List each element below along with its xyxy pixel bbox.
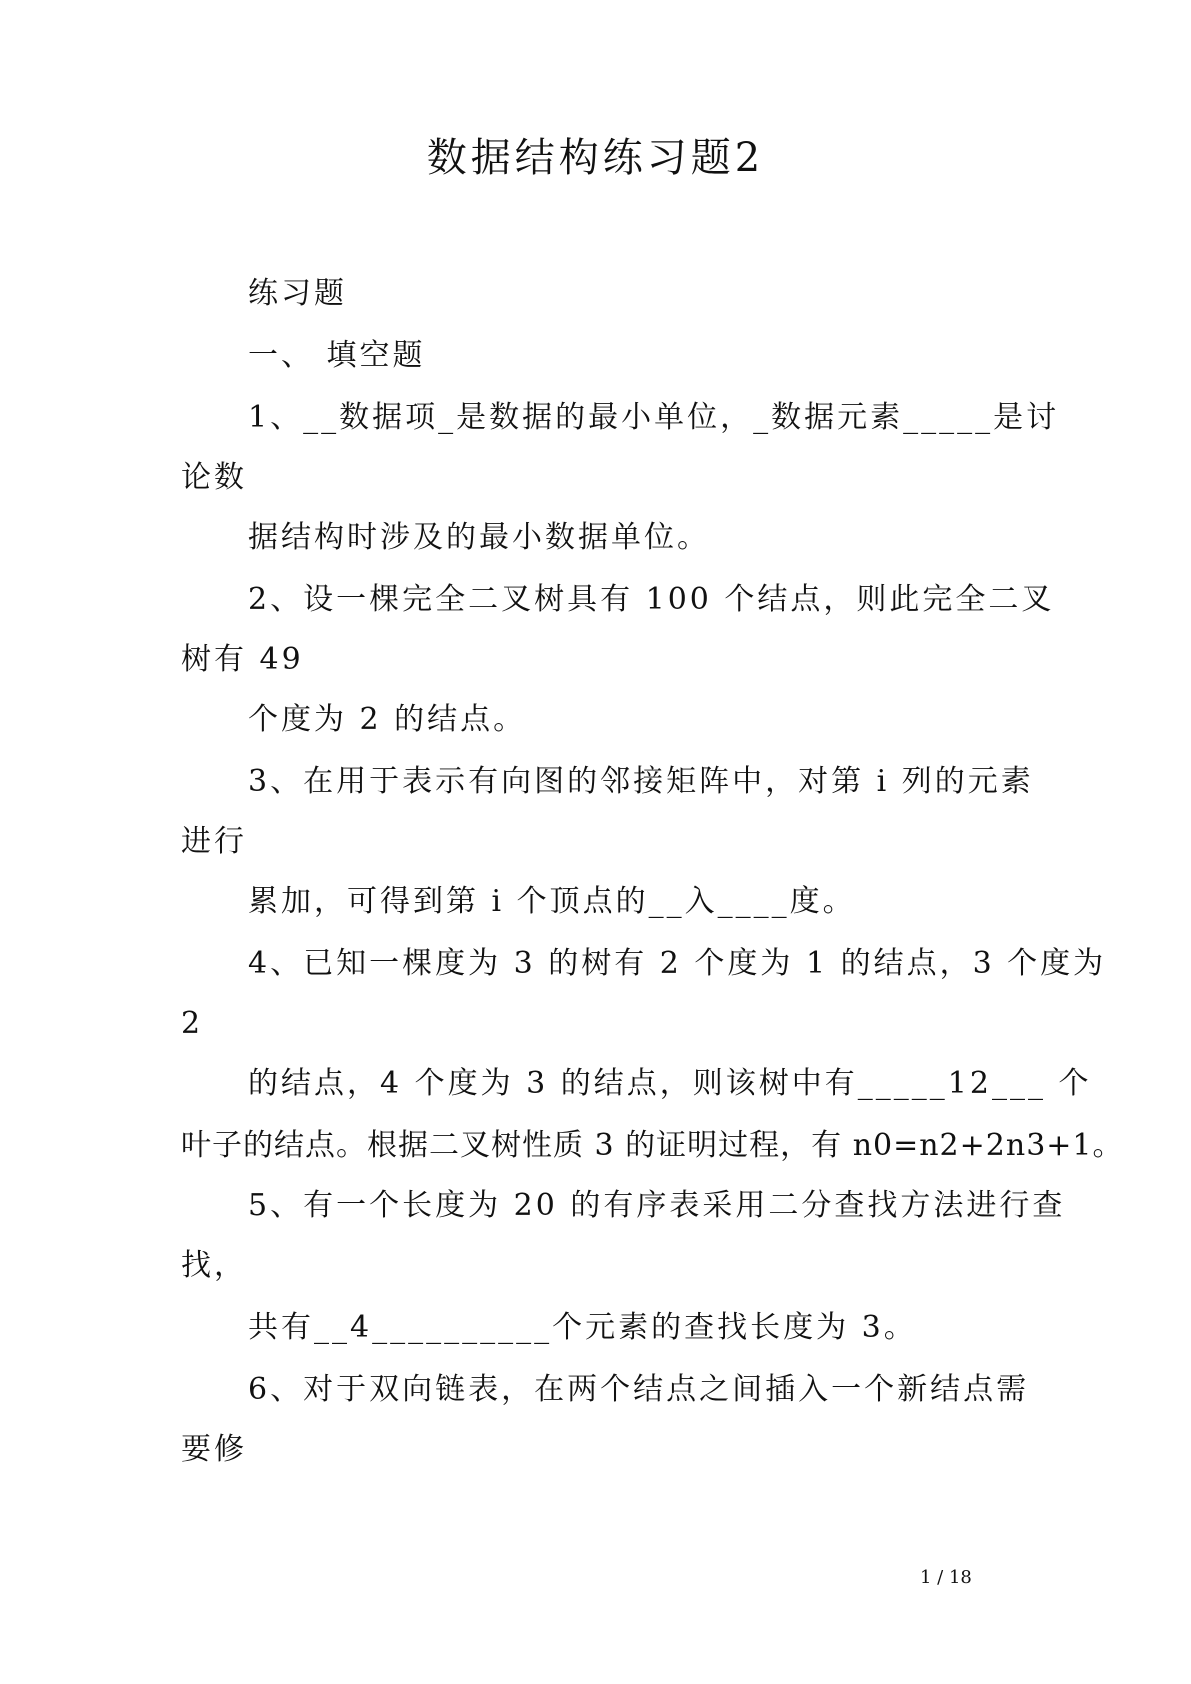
question-3-line-2: 进行 [181, 824, 247, 859]
question-4-line-2: 2 [181, 1006, 204, 1041]
question-2-line-3: 个度为 2 的结点。 [248, 702, 527, 737]
question-6-line-2: 要修 [181, 1432, 247, 1467]
question-5-line-1: 5、有一个长度为 20 的有序表采用二分查找方法进行查 [248, 1188, 1066, 1223]
question-5-line-3: 共有__4__________个元素的查找长度为 3。 [248, 1310, 917, 1345]
section-subheading: 一、 填空题 [248, 338, 426, 373]
question-1-line-3: 据结构时涉及的最小数据单位。 [248, 520, 710, 555]
question-6-line-1: 6、对于双向链表，在两个结点之间插入一个新结点需 [248, 1372, 1030, 1407]
section-heading: 练习题 [248, 276, 347, 311]
question-1-line-1: 1、__数据项_是数据的最小单位，_数据元素_____是讨 [248, 400, 1060, 435]
question-4-line-4: 叶子的结点。根据二叉树性质 3 的证明过程，有 n0=n2+2n3+1。 [181, 1128, 1124, 1163]
question-2-line-1: 2、设一棵完全二叉树具有 100 个结点，则此完全二叉 [248, 582, 1055, 617]
question-2-line-2: 树有 49 [181, 642, 304, 677]
question-3-line-3: 累加，可得到第 i 个顶点的__入____度。 [248, 884, 856, 919]
question-1-line-2: 论数 [181, 460, 247, 495]
document-title: 数据结构练习题2 [426, 135, 765, 181]
question-4-line-1: 4、已知一棵度为 3 的树有 2 个度为 1 的结点，3 个度为 [248, 946, 1107, 981]
question-4-line-3: 的结点，4 个度为 3 的结点，则该树中有_____12___ 个 [248, 1066, 1092, 1101]
question-3-line-1: 3、在用于表示有向图的邻接矩阵中，对第 i 列的元素 [248, 764, 1034, 799]
question-5-line-2: 找， [181, 1248, 247, 1283]
page-indicator: 1 / 18 [920, 1567, 972, 1588]
